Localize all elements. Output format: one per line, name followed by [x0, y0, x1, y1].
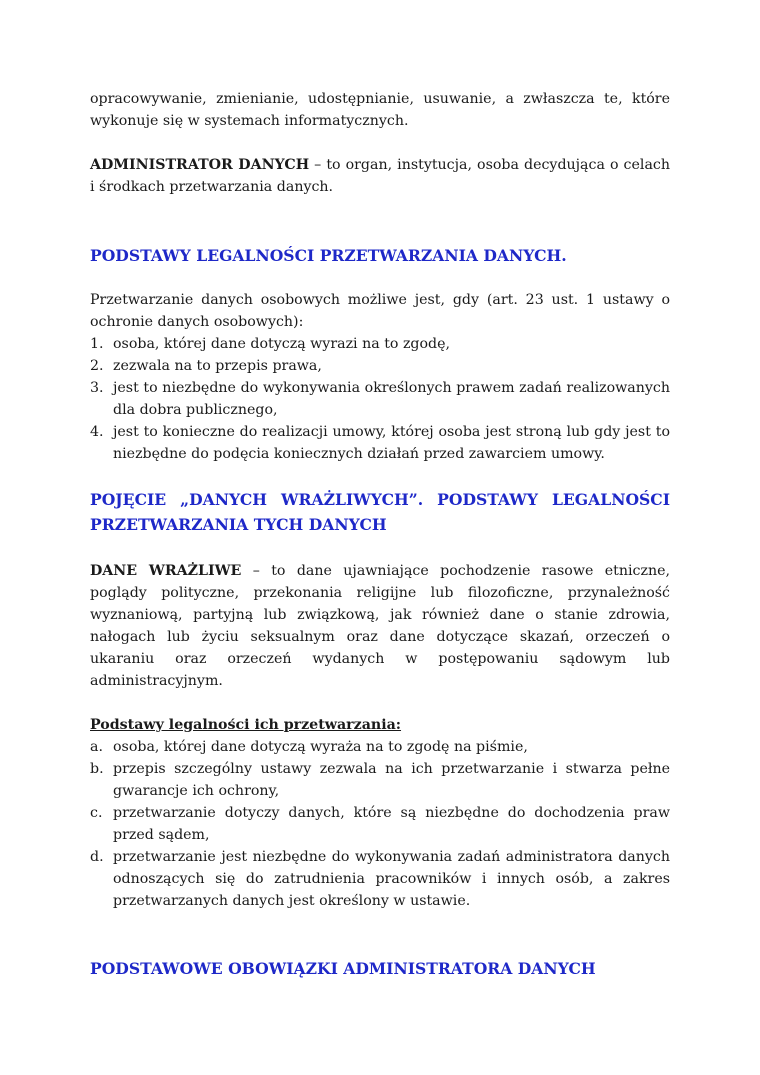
list-item — [90, 802, 670, 846]
section-heading-legal-basis: PODSTAWY LEGALNOŚCI PRZETWARZANIA DANYCH. — [90, 246, 567, 265]
list-item-text: osoba, której dane dotyczą wyrazi na to zgodę, — [113, 336, 451, 352]
list-item-text: osoba, której dane dotyczą wyraża na to zgodę na piśmie, — [113, 739, 528, 755]
administrator-definition — [90, 154, 670, 198]
legal-basis-list — [90, 333, 670, 465]
list-item — [90, 758, 670, 802]
list-marker: 3. — [90, 380, 104, 396]
list-marker: 2. — [90, 358, 104, 374]
list-marker: a. — [90, 739, 103, 755]
list-item-text: przetwarzanie jest niezbędne do wykonywania zadań administratora danych odnoszących się do zatrudnienia pracowników i innych osób, a zakres przetwarzanych danych jest określony w ustawie. — [113, 849, 670, 909]
list-item-text: jest to konieczne do realizacji umowy, której osoba jest stroną lub gdy jest to niezbędne do podęcia koniecznych działań przed zawarciem umowy. — [113, 424, 670, 462]
document-page — [90, 88, 670, 981]
list-marker: 4. — [90, 424, 104, 440]
subheading-legal-basis: Podstawy legalności ich przetwarzania: — [90, 717, 402, 733]
intro-continuation: opracowywanie, zmienianie, udostępnianie, usuwanie, a zwłaszcza te, które wykonuje się w systemach informatycznych. — [90, 91, 670, 129]
sensitive-data-text: – to dane ujawniające pochodzenie rasowe etniczne, poglądy polityczne, przekonania religijne lub filozoficzne, przynależność wyznaniową, partyjną lub związkową, jak również dane o stanie zdrowia, nałogach lub życiu seksualnym oraz dane dotyczące skazań, orzeczeń o ukaraniu oraz orzeczeń wydanych w postępowaniu sądowym lub administracyjnym. — [90, 563, 671, 689]
section-heading-admin-duties: PODSTAWOWE OBOWIĄZKI ADMINISTRATORA DANYCH — [90, 959, 596, 978]
list-marker: d. — [90, 849, 104, 865]
list-item — [90, 736, 670, 758]
list-item — [90, 355, 670, 377]
list-item — [90, 421, 670, 465]
list-item — [90, 333, 670, 355]
list-item-text: przepis szczególny ustawy zezwala na ich przetwarzanie i stwarza pełne gwarancje ich ochrony, — [113, 761, 670, 799]
list-marker: 1. — [90, 336, 104, 352]
administrator-term: ADMINISTRATOR DANYCH — [90, 157, 310, 173]
list-item-text: zezwala na to przepis prawa, — [113, 358, 322, 374]
administrator-text: – to organ, instytucja, osoba decydująca o celach i środkach przetwarzania danych. — [90, 157, 670, 195]
list-item-text: przetwarzanie dotyczy danych, które są niezbędne do dochodzenia praw przed sądem, — [113, 805, 670, 843]
sensitive-data-term: DANE WRAŻLIWE — [90, 563, 242, 579]
list-marker: b. — [90, 761, 104, 777]
sensitive-data-definition — [90, 560, 670, 692]
list-item — [90, 846, 670, 912]
section-heading-sensitive-data: POJĘCIE „DANYCH WRAŻLIWYCH”. PODSTAWY LEGALNOŚCI PRZETWARZANIA TYCH DANYCH — [90, 490, 670, 534]
list-item-text: jest to niezbędne do wykonywania określonych prawem zadań realizowanych dla dobra publicznego, — [113, 380, 670, 418]
sensitive-basis-list — [90, 736, 670, 912]
list-item — [90, 377, 670, 421]
list-marker: c. — [90, 805, 103, 821]
legal-basis-intro: Przetwarzanie danych osobowych możliwe jest, gdy (art. 23 ust. 1 ustawy o ochronie danych osobowych): — [90, 292, 670, 330]
